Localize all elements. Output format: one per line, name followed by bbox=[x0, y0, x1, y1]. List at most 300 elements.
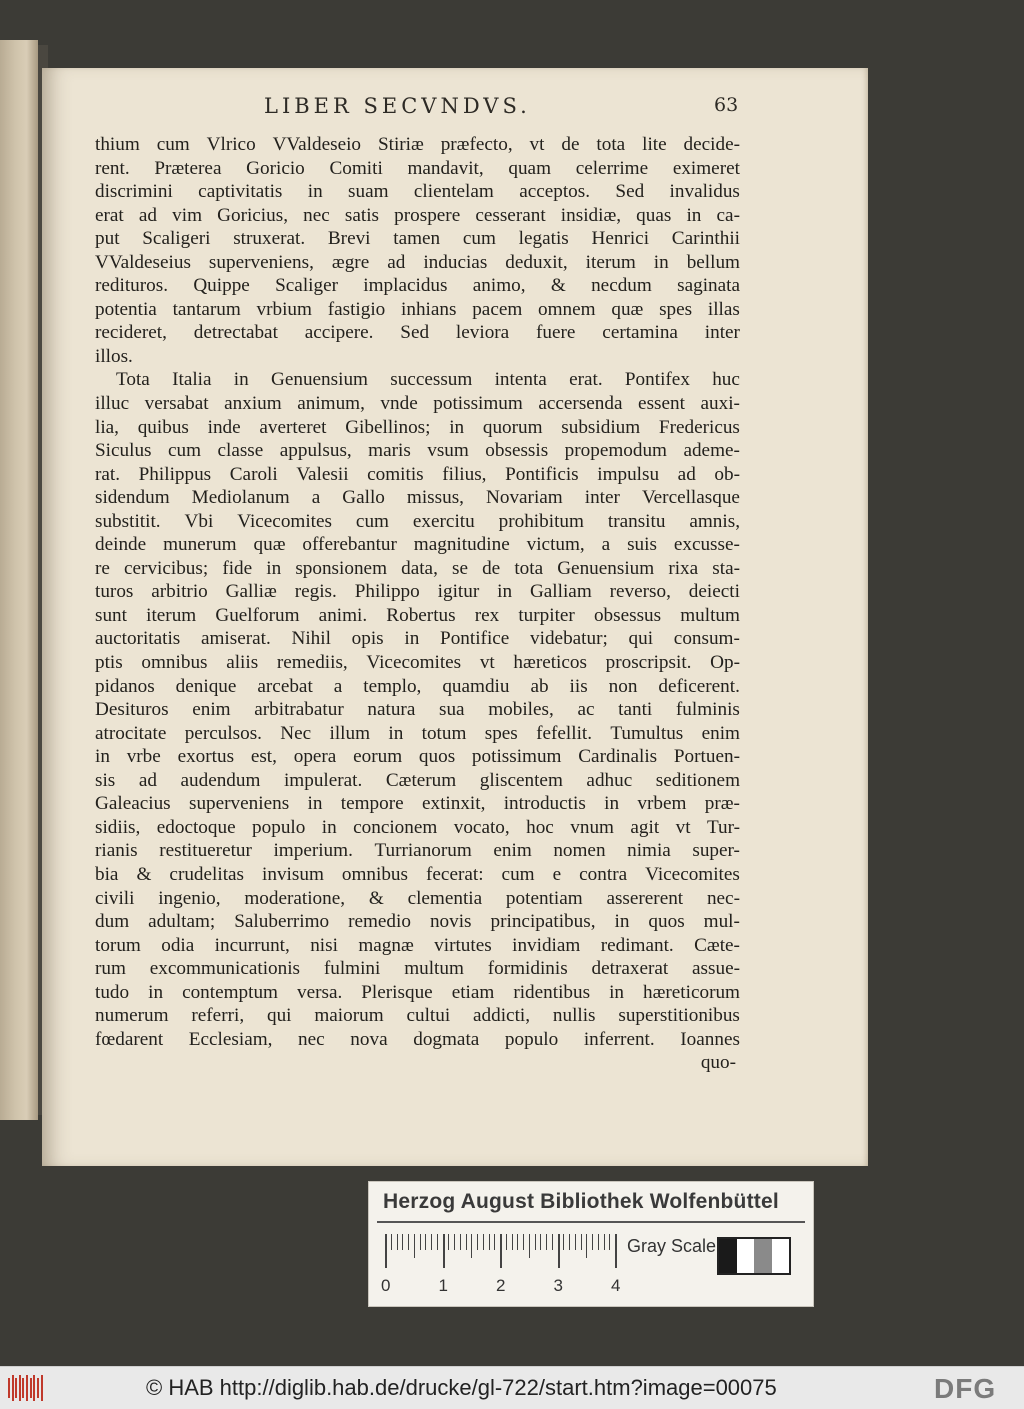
word: nisi bbox=[310, 934, 338, 956]
word: spes bbox=[484, 722, 518, 744]
word: multum bbox=[680, 604, 740, 626]
word: enim bbox=[192, 699, 231, 721]
text-line bbox=[95, 1004, 740, 1028]
word: hæreticorum bbox=[643, 981, 740, 1003]
word: de bbox=[561, 134, 580, 155]
word: rianis bbox=[95, 840, 138, 862]
word: sunt bbox=[95, 604, 127, 626]
word: accipere. bbox=[304, 322, 374, 344]
word: amnis, bbox=[689, 510, 740, 532]
word: Scaliger bbox=[275, 275, 338, 297]
word: in bbox=[497, 581, 513, 603]
word: bellum bbox=[686, 251, 740, 273]
word: concionem bbox=[353, 816, 438, 838]
word: se bbox=[451, 557, 468, 579]
text-line bbox=[95, 957, 740, 981]
word: inter bbox=[584, 487, 620, 509]
word: tamen bbox=[393, 228, 441, 250]
word: cum bbox=[355, 510, 389, 532]
ruler-tick bbox=[535, 1234, 536, 1250]
word: sidiis, bbox=[95, 816, 141, 838]
word: torum bbox=[95, 934, 141, 956]
word: multum bbox=[404, 958, 464, 980]
word: agit bbox=[630, 816, 660, 838]
word: fefellit. bbox=[536, 722, 593, 744]
word: auxi- bbox=[700, 393, 740, 415]
word: templo, bbox=[363, 675, 422, 697]
word: Italia bbox=[172, 369, 212, 391]
text-line bbox=[95, 368, 740, 392]
word: excommunicationis bbox=[149, 958, 301, 980]
word: struxerat. bbox=[233, 228, 306, 250]
ruler-number: 3 bbox=[553, 1276, 563, 1295]
word: in bbox=[307, 793, 323, 815]
word: super- bbox=[692, 840, 740, 862]
word: Tumultus bbox=[610, 722, 684, 744]
word: iterum bbox=[146, 604, 197, 626]
word: hoc bbox=[526, 816, 554, 838]
word: opera bbox=[293, 746, 337, 768]
page-number: 63 bbox=[714, 94, 739, 116]
word: etiam bbox=[451, 981, 495, 1003]
text-line bbox=[95, 463, 740, 487]
text-line bbox=[95, 769, 740, 793]
word: principatibus, bbox=[490, 911, 596, 933]
logo-bar bbox=[33, 1375, 35, 1401]
word: consum- bbox=[673, 628, 740, 650]
library-name: Herzog August Bibliothek Wolfenbüttel bbox=[383, 1190, 779, 1213]
gray-patch bbox=[772, 1239, 790, 1273]
running-head bbox=[244, 94, 764, 126]
word: nova bbox=[350, 1028, 388, 1050]
word: inducias bbox=[423, 251, 488, 273]
ruler-tick bbox=[563, 1234, 564, 1250]
ruler-tick bbox=[529, 1234, 530, 1258]
word: acceptos. bbox=[519, 181, 591, 203]
text-line bbox=[95, 745, 740, 769]
word: imperium. bbox=[273, 840, 353, 862]
word: assererent bbox=[606, 887, 684, 909]
word: mul- bbox=[703, 911, 740, 933]
word: in bbox=[307, 181, 323, 203]
ruler-number: 4 bbox=[611, 1276, 621, 1295]
word: put bbox=[95, 228, 120, 250]
word: virtutes bbox=[434, 934, 492, 956]
word: ac bbox=[577, 699, 595, 721]
word: accersenda bbox=[538, 393, 623, 415]
word: vrbium bbox=[256, 298, 312, 320]
word: cesserant bbox=[475, 204, 546, 226]
word: Philippo bbox=[354, 581, 420, 603]
word: in bbox=[609, 981, 624, 1003]
word: Præterea bbox=[154, 157, 222, 179]
word: aliis bbox=[226, 652, 259, 674]
word: deduxit, bbox=[505, 251, 568, 273]
word: discrimini bbox=[95, 181, 173, 203]
word: recideret, bbox=[95, 322, 167, 344]
gray-patch bbox=[719, 1239, 737, 1273]
word: Cæterum bbox=[385, 769, 457, 791]
word: iis bbox=[569, 675, 588, 697]
word: adhuc bbox=[586, 769, 633, 791]
word: comitis bbox=[367, 463, 424, 485]
gray-scale-label: Gray Scale bbox=[627, 1236, 717, 1256]
word: ad bbox=[138, 769, 157, 791]
word: in bbox=[233, 369, 249, 391]
word: atrocitate bbox=[95, 722, 167, 744]
ruler-tick bbox=[425, 1234, 426, 1250]
word: fastigio bbox=[327, 298, 386, 320]
word: in bbox=[321, 816, 337, 838]
word: Tota bbox=[116, 369, 150, 391]
word: rat. bbox=[95, 463, 121, 485]
word: Plerisque bbox=[361, 981, 433, 1003]
text-line bbox=[95, 792, 740, 816]
word: celerrime bbox=[575, 157, 649, 179]
word: pacem bbox=[472, 298, 523, 320]
word: vt bbox=[479, 652, 495, 674]
word: sua bbox=[439, 699, 465, 721]
word: Nec bbox=[280, 722, 312, 744]
gray-patch bbox=[754, 1239, 772, 1273]
word: necdum bbox=[591, 275, 652, 297]
word: ad bbox=[677, 463, 696, 485]
word: a bbox=[333, 675, 343, 697]
text-line bbox=[95, 180, 740, 204]
ruler-tick bbox=[609, 1234, 610, 1250]
text-line bbox=[95, 651, 740, 675]
word: Vlrico bbox=[206, 134, 256, 155]
text-line bbox=[95, 227, 740, 251]
word: enim bbox=[701, 722, 740, 744]
word: Stiriæ bbox=[377, 134, 424, 155]
word: Vercellasque bbox=[641, 487, 740, 509]
word: excusse- bbox=[673, 534, 740, 556]
word: amiserat. bbox=[200, 628, 271, 650]
text-line bbox=[95, 251, 740, 275]
word: vnde bbox=[380, 393, 418, 415]
word: Vicecomites bbox=[237, 510, 332, 532]
footer-copyright-link[interactable]: © HAB http://diglib.hab.de/drucke/gl-722/start.htm?image=00075 bbox=[146, 1375, 777, 1400]
word: ob- bbox=[714, 463, 740, 485]
ruler-tick bbox=[523, 1234, 524, 1250]
word: mobiles, bbox=[488, 699, 554, 721]
word: Goricio bbox=[246, 157, 305, 179]
ruler-tick bbox=[454, 1234, 455, 1250]
word: in bbox=[604, 793, 620, 815]
ruler-tick bbox=[517, 1234, 518, 1250]
word: cervicibus; bbox=[124, 557, 209, 579]
word: sis bbox=[95, 769, 116, 791]
word: cum bbox=[501, 863, 535, 885]
word: Op- bbox=[710, 652, 740, 674]
word: classe bbox=[217, 440, 264, 462]
gray-patch bbox=[737, 1239, 755, 1273]
word: cum bbox=[462, 228, 496, 250]
word: nec bbox=[298, 1028, 325, 1050]
word: Genuensium bbox=[557, 557, 655, 579]
word: turpiter bbox=[518, 604, 575, 626]
word: vrbem bbox=[637, 793, 687, 815]
word: illum bbox=[329, 722, 371, 744]
word: regis. bbox=[294, 581, 337, 603]
text-line bbox=[95, 274, 740, 298]
word: potissimum bbox=[433, 393, 523, 415]
word: omnibus bbox=[341, 863, 408, 885]
word: Mediolanum bbox=[191, 487, 290, 509]
word: invidiam bbox=[512, 934, 581, 956]
text-line bbox=[95, 345, 740, 369]
word: propemodum bbox=[564, 440, 667, 462]
word: addicti, bbox=[473, 1005, 531, 1027]
word: inhians bbox=[401, 298, 457, 320]
word: rixa bbox=[668, 557, 699, 579]
word: Scaligeri bbox=[142, 228, 211, 250]
word: rex bbox=[474, 604, 500, 626]
word: perculsos. bbox=[184, 722, 262, 744]
word: proscripsit. bbox=[605, 652, 692, 674]
word: Ioannes bbox=[680, 1028, 740, 1050]
word: nec- bbox=[706, 887, 740, 909]
gray-scale-patches bbox=[717, 1237, 791, 1275]
word: nec bbox=[303, 204, 330, 226]
word: extinxit, bbox=[421, 793, 486, 815]
word: impulerat. bbox=[283, 769, 363, 791]
word: superveniens, bbox=[208, 251, 314, 273]
word: Portuen- bbox=[673, 746, 740, 768]
ruler-tick bbox=[397, 1234, 398, 1250]
word: præfecto, bbox=[440, 134, 513, 155]
word: leviora bbox=[455, 322, 510, 344]
word: turos bbox=[95, 581, 134, 603]
word: suis bbox=[627, 534, 657, 556]
word: quam bbox=[508, 157, 551, 179]
word: quorum bbox=[482, 416, 543, 438]
text-line bbox=[95, 533, 740, 557]
text-line bbox=[95, 863, 740, 887]
word: præ- bbox=[704, 793, 740, 815]
word: decide- bbox=[683, 134, 740, 155]
word: dum bbox=[95, 911, 130, 933]
ruler-tick bbox=[437, 1234, 438, 1250]
word: adultam; bbox=[148, 911, 216, 933]
text-line bbox=[95, 981, 740, 1005]
word: erat. bbox=[569, 369, 603, 391]
word: natura bbox=[367, 699, 416, 721]
word: detrectabat bbox=[193, 322, 278, 344]
word: prohibitum bbox=[498, 510, 584, 532]
word: substitit. bbox=[95, 510, 161, 532]
word: illuc bbox=[95, 393, 130, 415]
word: munerum bbox=[163, 534, 237, 556]
word: thium bbox=[95, 134, 140, 155]
word: Galeacius bbox=[95, 793, 171, 815]
word: deficerent. bbox=[658, 675, 740, 697]
word: tempore bbox=[340, 793, 404, 815]
ruler-tick bbox=[575, 1234, 576, 1250]
word: successum bbox=[390, 369, 473, 391]
word: Nihil bbox=[291, 628, 331, 650]
text-line bbox=[95, 580, 740, 604]
ruler-number: 0 bbox=[381, 1276, 391, 1295]
word: ad bbox=[387, 251, 406, 273]
word: vrbe bbox=[126, 746, 161, 768]
word: deinde bbox=[95, 534, 147, 556]
word: incurrunt, bbox=[214, 934, 290, 956]
word: ægre bbox=[331, 251, 370, 273]
word: captivitatis bbox=[198, 181, 283, 203]
card-divider bbox=[377, 1221, 805, 1223]
word: clementia bbox=[407, 887, 483, 909]
ruler-tick bbox=[408, 1234, 409, 1250]
word: est, bbox=[250, 746, 277, 768]
ruler-tick bbox=[540, 1234, 541, 1250]
word: de bbox=[482, 557, 501, 579]
word: Philippus bbox=[138, 463, 212, 485]
text-line bbox=[95, 604, 740, 628]
word: Pontifex bbox=[624, 369, 690, 391]
word: nullis bbox=[552, 1005, 596, 1027]
text-line bbox=[95, 133, 740, 157]
word: rum bbox=[95, 958, 126, 980]
word: spes bbox=[659, 298, 693, 320]
word: animum, bbox=[297, 393, 365, 415]
word: tanti bbox=[618, 699, 653, 721]
word: fulmini bbox=[323, 958, 381, 980]
text-line bbox=[95, 722, 740, 746]
word: formidinis bbox=[487, 958, 568, 980]
word: animi. bbox=[318, 604, 368, 626]
word: totum bbox=[421, 722, 467, 744]
word: fulminis bbox=[675, 699, 740, 721]
word: tudo bbox=[95, 981, 130, 1003]
word: redimant. bbox=[600, 934, 674, 956]
word: Carinthii bbox=[671, 228, 740, 250]
word: arbitrio bbox=[151, 581, 208, 603]
word: fecerat: bbox=[426, 863, 484, 885]
word: audendum bbox=[180, 769, 261, 791]
running-title: LIBER SECVNDVS. bbox=[264, 94, 531, 118]
word: auctoritatis bbox=[95, 628, 181, 650]
text-line bbox=[95, 510, 740, 534]
word: populo bbox=[504, 1028, 559, 1050]
word: pidanos bbox=[95, 675, 155, 697]
word: ptis bbox=[95, 652, 123, 674]
word: & bbox=[550, 275, 566, 297]
word: versabat bbox=[144, 393, 209, 415]
word: Pontificis bbox=[505, 463, 579, 485]
ruler-tick bbox=[448, 1234, 449, 1250]
word: contemptum bbox=[182, 981, 278, 1003]
word: quibus bbox=[137, 416, 189, 438]
word: lia, bbox=[95, 416, 119, 438]
word: Desituros bbox=[95, 699, 169, 721]
word: e bbox=[552, 863, 562, 885]
word: assue- bbox=[692, 958, 740, 980]
ruler-tick bbox=[460, 1234, 461, 1250]
logo-bar bbox=[41, 1375, 43, 1401]
word: in bbox=[653, 251, 669, 273]
word: Robertus bbox=[386, 604, 456, 626]
word: in bbox=[404, 628, 420, 650]
word: averteret bbox=[259, 416, 327, 438]
word: Cæte- bbox=[694, 934, 740, 956]
word: a bbox=[601, 534, 611, 556]
word: invalidus bbox=[669, 181, 740, 203]
ruler-tick bbox=[402, 1234, 403, 1250]
word: versa. bbox=[296, 981, 343, 1003]
word: civili bbox=[95, 887, 135, 909]
word: seditionem bbox=[655, 769, 740, 791]
word: saginata bbox=[677, 275, 740, 297]
ruler-number: 2 bbox=[496, 1276, 506, 1295]
word: rent. bbox=[95, 157, 130, 179]
ruler-tick bbox=[512, 1234, 513, 1250]
word: non bbox=[608, 675, 638, 697]
word: Turrianorum bbox=[374, 840, 472, 862]
footer-bar bbox=[0, 1366, 1024, 1409]
word: sta- bbox=[712, 557, 740, 579]
ruler-tick bbox=[500, 1234, 502, 1268]
dfg-logo: DFG bbox=[934, 1373, 997, 1404]
word: illas bbox=[707, 298, 740, 320]
text-line bbox=[95, 439, 740, 463]
text-line bbox=[95, 1028, 740, 1052]
word: arbitrabatur bbox=[254, 699, 344, 721]
word: Fredericus bbox=[658, 416, 740, 438]
word: ridentibus bbox=[513, 981, 591, 1003]
word: exercitu bbox=[412, 510, 475, 532]
ruler-tick bbox=[466, 1234, 467, 1250]
word: Galliæ bbox=[225, 581, 277, 603]
word: Ecclesiam, bbox=[188, 1028, 273, 1050]
word: essent bbox=[638, 393, 685, 415]
text-line bbox=[95, 627, 740, 651]
word: fuere bbox=[536, 322, 576, 344]
word: Gibellinos; bbox=[345, 416, 431, 438]
word: Comiti bbox=[329, 157, 383, 179]
logo-bar bbox=[19, 1375, 21, 1401]
word: Brevi bbox=[327, 228, 371, 250]
word: filius, bbox=[442, 463, 487, 485]
text-line bbox=[95, 887, 740, 911]
word: quæ bbox=[253, 534, 286, 556]
ruler-tick bbox=[506, 1234, 507, 1250]
logo-bar bbox=[15, 1378, 17, 1398]
word: obsessis bbox=[485, 440, 549, 462]
word: introductis bbox=[503, 793, 586, 815]
word: cultui bbox=[406, 1005, 451, 1027]
word: Guelforum bbox=[215, 604, 300, 626]
word: magnæ bbox=[358, 934, 414, 956]
text-line-content: quo- bbox=[700, 1052, 736, 1074]
word: appulsus, bbox=[279, 440, 352, 462]
word: transitu bbox=[607, 510, 666, 532]
word: referri, bbox=[191, 1005, 245, 1027]
word: vt bbox=[675, 816, 691, 838]
word: erat bbox=[95, 204, 124, 226]
word: Vicecomites bbox=[366, 652, 462, 674]
word: quamdiu bbox=[442, 675, 510, 697]
word: victum, bbox=[526, 534, 585, 556]
word: numerum bbox=[95, 1005, 169, 1027]
word: fide bbox=[222, 557, 253, 579]
ruler-tick bbox=[598, 1234, 599, 1250]
word: suam bbox=[348, 181, 389, 203]
ruler-tick bbox=[592, 1234, 593, 1250]
word: redituros. bbox=[95, 275, 169, 297]
word: odia bbox=[161, 934, 195, 956]
